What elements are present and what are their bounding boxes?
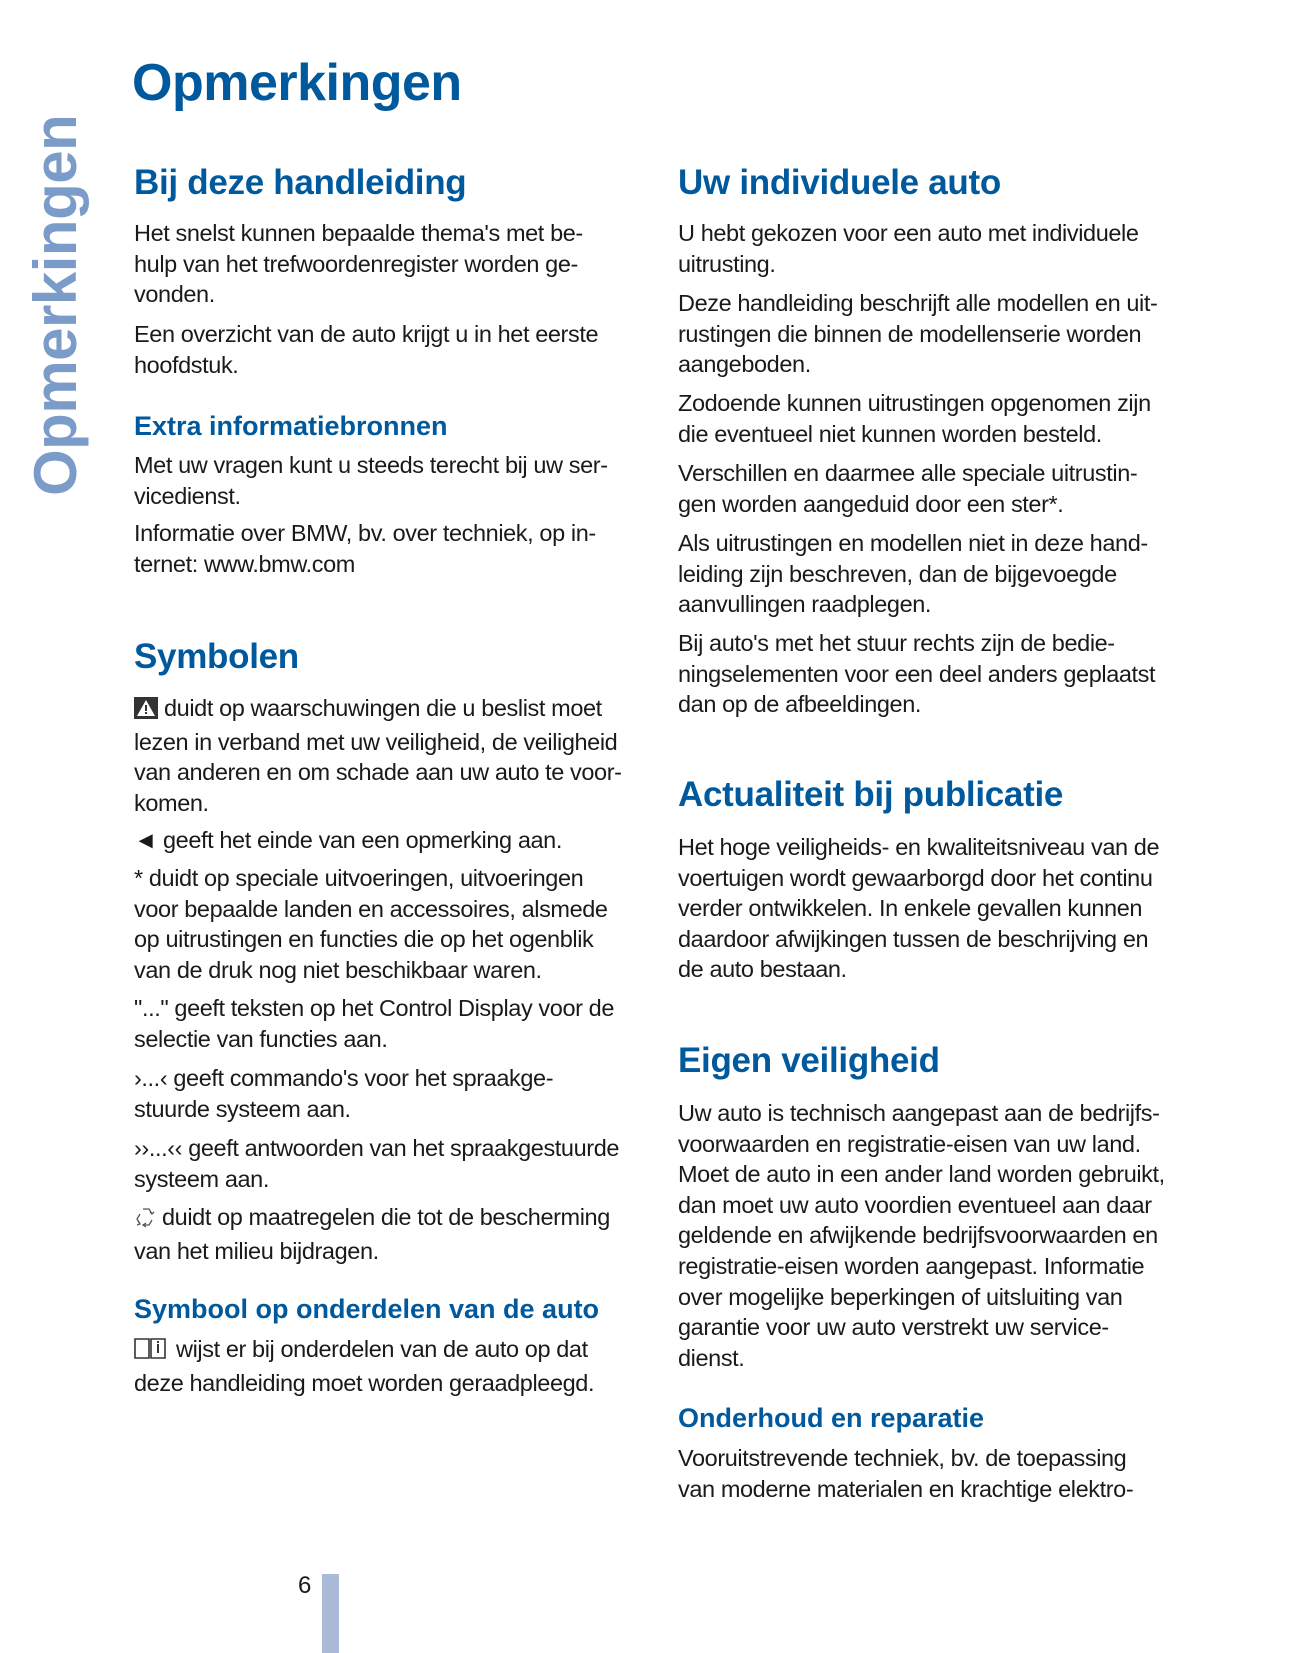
heading-extra-informatiebronnen: Extra informatiebronnen: [134, 411, 448, 441]
recycle-icon: [134, 1205, 158, 1236]
paragraph: Als uitrustingen en modellen niet in deze hand- leiding zijn beschreven, dan de bijgevoegde aanvullingen raadplegen.: [678, 530, 1148, 618]
heading-eigen-veiligheid: Eigen veiligheid: [678, 1041, 940, 1080]
page-marker-bar: [322, 1574, 339, 1653]
heading-symbolen: Symbolen: [134, 637, 299, 676]
paragraph: U hebt gekozen voor een auto met individuele uitrusting.: [678, 220, 1139, 277]
paragraph: ››...‹‹ geeft antwoorden van het spraakgestuurde systeem aan.: [134, 1135, 620, 1192]
warning-paragraph: [134, 693, 654, 818]
page-title: Opmerkingen: [132, 54, 462, 112]
paragraph: Vooruitstrevende techniek, bv. de toepassing van moderne materialen en krachtige elektro-: [678, 1445, 1134, 1502]
heading-uw-individuele-auto: Uw individuele auto: [678, 163, 1001, 202]
heading-symbool-op-onderdelen: Symbool op onderdelen van de auto: [134, 1294, 600, 1324]
heading-bij-deze-handleiding: Bij deze handleiding: [134, 163, 467, 202]
paragraph: Een overzicht van de auto krijgt u in het eerste hoofdstuk.: [134, 321, 599, 378]
paragraph: Verschillen en daarmee alle speciale uitrustin- gen worden aangeduid door een ster*.: [678, 460, 1138, 517]
page-number: 6: [298, 1572, 312, 1599]
paragraph: Het snelst kunnen bepaalde thema's met be- hulp van het trefwoordenregister worden ge- vonden.: [134, 220, 583, 308]
side-tab-label: Opmerkingen: [22, 114, 89, 496]
paragraph: * duidt op speciale uitvoeringen, uitvoeringen voor bepaalde landen en accessoires, alsmede op uitrustingen en functies die op het ogenblik van de druk nog niet beschikbaar waren.: [134, 865, 608, 983]
heading-actualiteit: Actualiteit bij publicatie: [678, 775, 1064, 814]
paragraph: Zodoende kunnen uitrustingen opgenomen zijn die eventueel niet kunnen worden besteld.: [678, 390, 1151, 447]
manual-book-icon: [134, 1336, 166, 1368]
paragraph: Informatie over BMW, bv. over techniek, op in- ternet: www.bmw.com: [134, 520, 596, 577]
paragraph: Bij auto's met het stuur rechts zijn de bedie- ningselementen voor een deel anders geplaatst dan op de afbeeldingen.: [678, 630, 1156, 718]
paragraph: Uw auto is technisch aangepast aan de bedrijfs- voorwaarden en registratie-eisen van uw land. Moet de auto in een ander land worden gebruikt, dan moet uw auto voordien eventueel aan daar geldende en afwijkende bedrijfsvoorwaarden en registratie-eisen worden aangepast. Informatie over mogelijke beperkingen of uitsluiting van garantie voor uw auto verstrekt uw service- dienst.: [678, 1100, 1165, 1371]
paragraph: ›...‹ geeft commando's voor het spraakge- stuurde systeem aan.: [134, 1065, 554, 1122]
paragraph-text: duidt op maatregelen die tot de bescherming van het milieu bijdragen.: [134, 1204, 610, 1264]
environment-paragraph: [134, 1202, 654, 1266]
paragraph: Deze handleiding beschrijft alle modellen en uit- rustingen die binnen de modellenserie worden aangeboden.: [678, 290, 1158, 378]
manual-paragraph: [134, 1334, 654, 1398]
heading-onderhoud-en-reparatie: Onderhoud en reparatie: [678, 1403, 985, 1433]
paragraph: Het hoge veiligheids- en kwaliteitsniveau van de voertuigen wordt gewaarborgd door het continu verder ontwikkelen. In enkele gevallen kunnen daardoor afwijkingen tussen de beschrijving en de auto bestaan.: [678, 834, 1160, 983]
paragraph-text: duidt op waarschuwingen die u beslist moet lezen in verband met uw veiligheid, de veiligheid van anderen en om schade aan uw auto te voor- komen.: [134, 695, 622, 816]
paragraph: "..." geeft teksten op het Control Display voor de selectie van functies aan.: [134, 995, 615, 1052]
paragraph: Met uw vragen kunt u steeds terecht bij uw ser- vicedienst.: [134, 452, 608, 509]
paragraph-text: wijst er bij onderdelen van de auto op dat deze handleiding moet worden geraadpleegd.: [134, 1336, 595, 1396]
paragraph: ◄ geeft het einde van een opmerking aan.: [134, 827, 562, 853]
warning-triangle-icon: [134, 696, 158, 727]
